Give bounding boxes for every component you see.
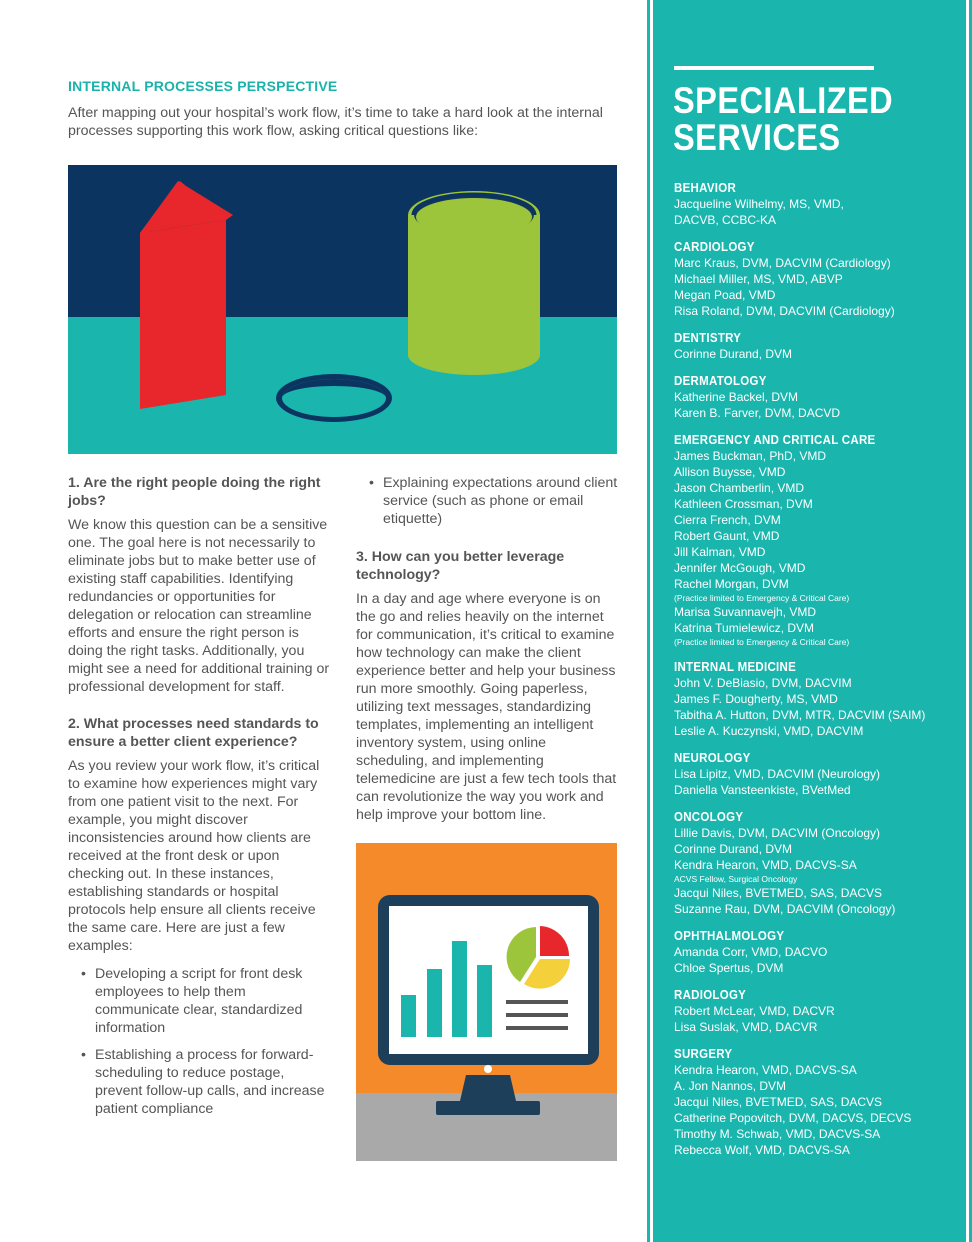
staff-name: Karen B. Farver, DVM, DACVD [674, 406, 841, 420]
specialty-title: INTERNAL MEDICINE [674, 660, 797, 674]
specialty-emergency [674, 432, 964, 648]
staff-name: Marc Kraus, DVM, DACVIM (Cardiology) [674, 256, 891, 270]
specialty-title: BEHAVIOR [674, 181, 737, 195]
staff-name: Suzanne Rau, DVM, DACVIM (Oncology) [674, 902, 896, 916]
list-item: • Establishing a process for forward-scheduling to reduce postage, prevent follow-up calls, and increase patient compliance [95, 1046, 330, 1118]
specialty-ophthalmology [674, 928, 964, 976]
specialty-title: EMERGENCY AND CRITICAL CARE [674, 433, 876, 447]
staff-name: Risa Roland, DVM, DACVIM (Cardiology) [674, 304, 895, 318]
section-heading: INTERNAL PROCESSES PERSPECTIVE [68, 78, 338, 94]
staff-name: DACVB, CCBC-KA [674, 213, 777, 227]
staff-name: Cierra French, DVM [674, 513, 781, 527]
left-column [68, 474, 330, 1127]
staff-name: Kathleen Crossman, DVM [674, 497, 813, 511]
sidebar-title-line: SERVICES [673, 117, 841, 158]
question-2-body: As you review your work flow, it’s critical to examine how experiences might vary from one patient visit to the next. For example, you might discover inconsistencies around how clients are received at the front desk or upon checking out. In these instances, establishing standards or hospital protocols help ensure all clients receive the same care. Here are just a few examples: [68, 758, 320, 954]
list-item: • Explaining expectations around client service (such as phone or email etiquette) [383, 474, 618, 528]
specialty-title: NEUROLOGY [674, 751, 751, 765]
staff-name: Lisa Lipitz, VMD, DACVIM (Neurology) [674, 767, 881, 781]
staff-name: Marisa Suvannavejh, VMD [674, 605, 817, 619]
specialty-dermatology [674, 373, 964, 421]
specialty-radiology [674, 987, 964, 1035]
hero-illustration [68, 165, 617, 454]
staff-name: Tabitha A. Hutton, DVM, MTR, DACVIM (SAIM) [674, 708, 926, 722]
sidebar-border-line [966, 0, 969, 1242]
staff-name: Katrina Tumielewicz, DVM [674, 621, 815, 635]
staff-name: Jill Kalman, VMD [674, 545, 766, 559]
specialized-services-sidebar [643, 0, 972, 1242]
title-rule [674, 66, 874, 70]
staff-name: Lisa Suslak, VMD, DACVR [674, 1020, 818, 1034]
sidebar-title-line: SPECIALIZED [673, 80, 894, 121]
specialty-internal-medicine [674, 659, 964, 739]
staff-name: Kendra Hearon, VMD, DACVS-SA [674, 858, 857, 872]
staff-name: Timothy M. Schwab, VMD, DACVS-SA [674, 1127, 881, 1141]
question-1-title: 1. Are the right people doing the right jobs? [68, 475, 321, 509]
staff-name: Katherine Backel, DVM [674, 390, 799, 404]
staff-name: Lillie Davis, DVM, DACVIM (Oncology) [674, 826, 881, 840]
staff-name: Robert McLear, VMD, DACVR [674, 1004, 835, 1018]
staff-name: Amanda Corr, VMD, DACVO [674, 945, 828, 959]
hole-icon [276, 374, 392, 422]
intro-text: After mapping out your hospital’s work flow, it’s time to take a hard look at the internal processes supporting this work flow, asking critical questions like: [68, 105, 603, 139]
staff-name: Rachel Morgan, DVM [674, 577, 789, 591]
specialty-title: RADIOLOGY [674, 988, 747, 1002]
staff-name: Rebecca Wolf, VMD, DACVS-SA [674, 1143, 850, 1157]
green-cylinder-icon [408, 191, 540, 375]
staff-name: Leslie A. Kuczynski, VMD, DACVIM [674, 724, 864, 738]
list-item: • Developing a script for front desk employees to help them communicate clear, standardized information [95, 965, 330, 1037]
staff-name: Jacqui Niles, BVETMED, SAS, DACVS [674, 1095, 883, 1109]
staff-name: John V. DeBiasio, DVM, DACVIM [674, 676, 852, 690]
staff-name: Michael Miller, MS, VMD, ABVP [674, 272, 843, 286]
specialties-list [674, 180, 964, 1169]
staff-name: A. Jon Nannos, DVM [674, 1079, 787, 1093]
staff-name: Jason Chamberlin, VMD [674, 481, 805, 495]
examples-list-continued [356, 474, 618, 528]
staff-name: Megan Poad, VMD [674, 288, 776, 302]
staff-name: Daniella Vansteenkiste, BVetMed [674, 783, 851, 797]
specialty-surgery [674, 1046, 964, 1158]
staff-note: (Practice limited to Emergency & Critical Care) [674, 593, 850, 603]
sidebar-title [673, 82, 893, 156]
staff-name: Jennifer McGough, VMD [674, 561, 806, 575]
right-column [356, 474, 618, 824]
staff-name: James F. Dougherty, MS, VMD [674, 692, 838, 706]
staff-name: Robert Gaunt, VMD [674, 529, 780, 543]
specialty-neurology [674, 750, 964, 798]
specialty-dentistry [674, 330, 964, 362]
specialty-title: DERMATOLOGY [674, 374, 767, 388]
specialty-title: DENTISTRY [674, 331, 742, 345]
question-3-title: 3. How can you better leverage technology? [356, 549, 565, 583]
specialty-behavior [674, 180, 964, 228]
specialty-oncology [674, 809, 964, 917]
specialty-title: SURGERY [674, 1047, 733, 1061]
specialty-title: ONCOLOGY [674, 810, 744, 824]
examples-list [68, 965, 330, 1118]
question-3-body: In a day and age where everyone is on the go and relies heavily on the internet for communication, it’s critical to examine how technology can make the client experience better and help your business run more smoothly. Going paperless, utilizing text messages, standardizing templates, implementing an intelligent inventory system, using online scheduling, and implementing telemedicine are just a few tech tools that can revolutionize the way you work and help improve your bottom line. [356, 591, 617, 823]
staff-name: Allison Buysse, VMD [674, 465, 786, 479]
monitor-illustration [356, 843, 617, 1161]
staff-name: Kendra Hearon, VMD, DACVS-SA [674, 1063, 857, 1077]
staff-name: Chloe Spertus, DVM [674, 961, 784, 975]
specialty-cardiology [674, 239, 964, 319]
staff-name: Jacqueline Wilhelmy, MS, VMD, [674, 197, 844, 211]
red-book-icon [140, 181, 233, 409]
staff-note: (Practice limited to Emergency & Critical Care) [674, 637, 850, 647]
specialty-title: OPHTHALMOLOGY [674, 929, 785, 943]
staff-name: Corinne Durand, DVM [674, 842, 793, 856]
staff-note: ACVS Fellow, Surgical Oncology [674, 874, 798, 884]
specialty-title: CARDIOLOGY [674, 240, 755, 254]
question-2-title: 2. What processes need standards to ensure a better client experience? [68, 716, 319, 750]
staff-name: Jacqui Niles, BVETMED, SAS, DACVS [674, 886, 883, 900]
sidebar-border-line [650, 0, 653, 1242]
staff-name: James Buckman, PhD, VMD [674, 449, 827, 463]
staff-name: Corinne Durand, DVM [674, 347, 793, 361]
sidebar-border-line [643, 0, 647, 1242]
question-1-body: We know this question can be a sensitive one. The goal here is not necessarily to eliminate jobs but to make better use of existing staff capabilities. Identifying redundancies or opportunities for delegation or relocation can streamline efforts and ensure the right person is doing the right tasks. Additionally, you might see a need for additional training or professional development for staff. [68, 517, 330, 695]
staff-name: Catherine Popovitch, DVM, DACVS, DECVS [674, 1111, 912, 1125]
